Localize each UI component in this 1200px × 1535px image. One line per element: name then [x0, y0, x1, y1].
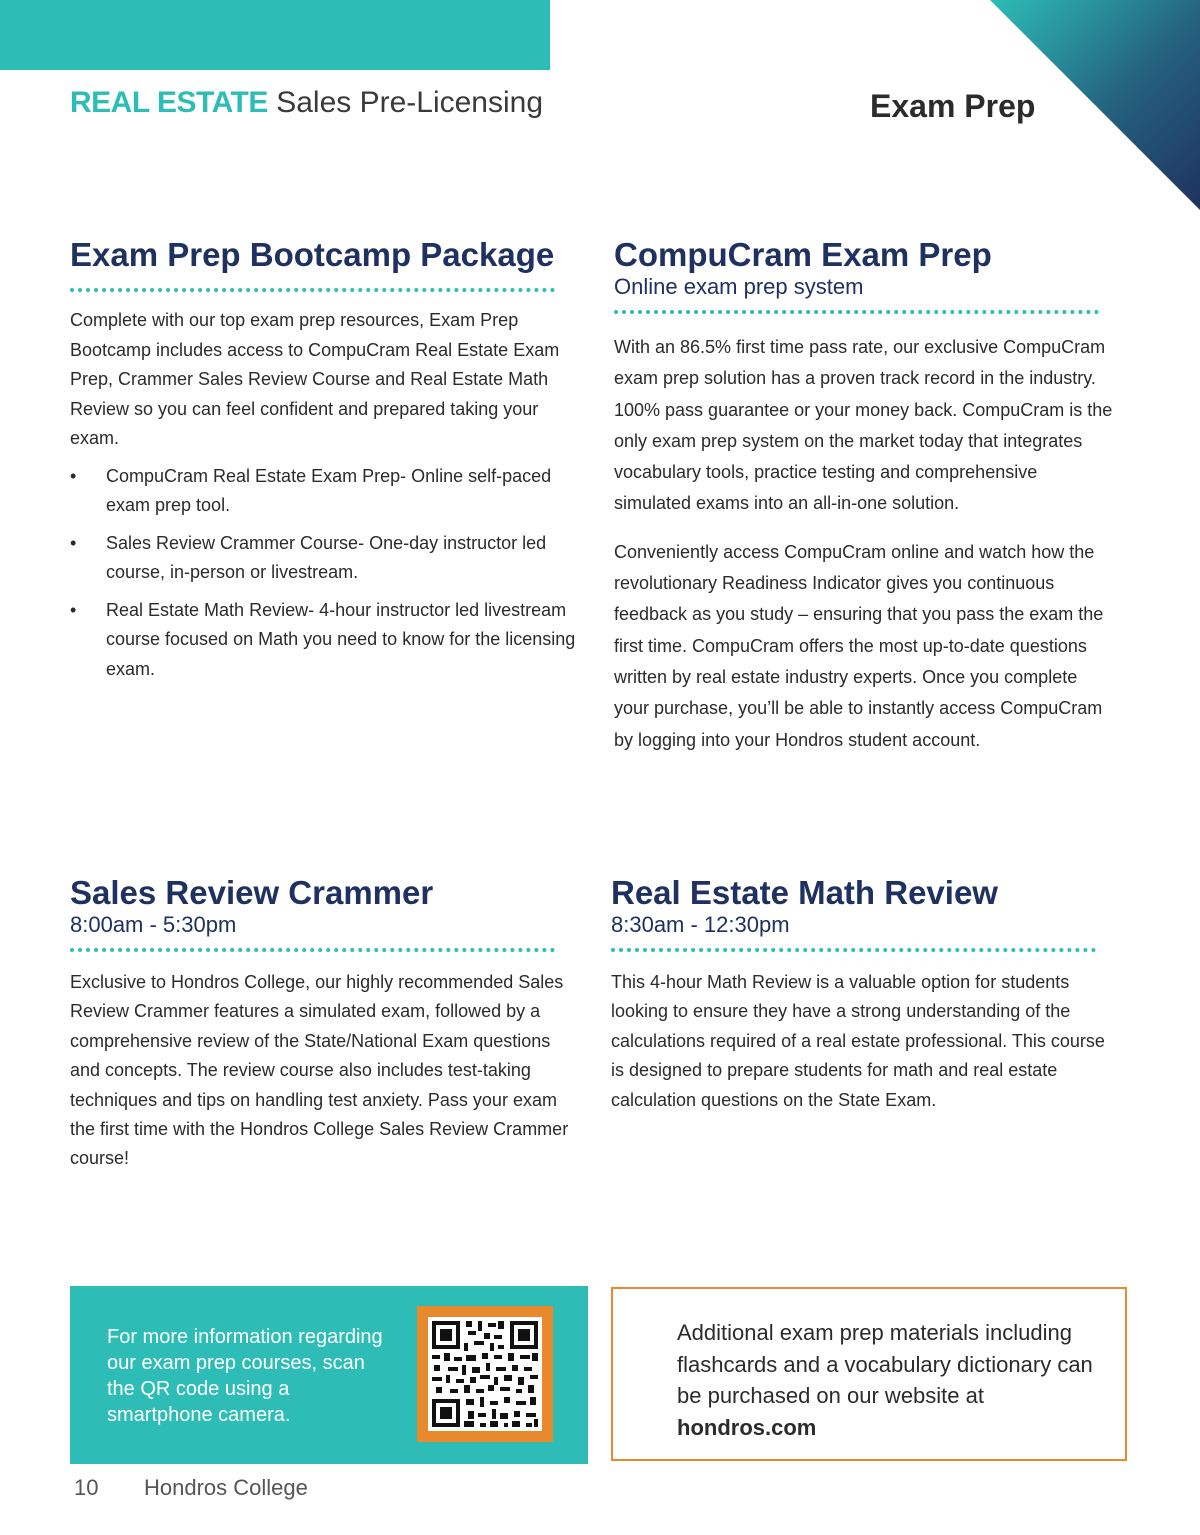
- bootcamp-section: [70, 236, 585, 692]
- compucram-paragraph-1: With an 86.5% first time pass rate, our exclusive CompuCram exam prep solution has a proven track record in the industry. 100% pass guarantee or your money back. CompuCram is the only exam prep system on the market today that integrates vocabulary tools, practice testing and comprehensive simulated exams into an all-in-one solution.: [614, 337, 1113, 514]
- dotted-divider: [70, 288, 555, 292]
- dotted-divider: [70, 948, 555, 952]
- materials-description: Additional exam prep materials including flashcards and a vocabulary dictionary can be purchased on our website at: [677, 1320, 1093, 1408]
- compucram-paragraph-2: Conveniently access CompuCram online and watch how the revolutionary Readiness Indicator gives you continuous feedback as you study – ensuring that you pass the exam the first time. CompuCram offers the most up-to-date questions written by real estate industry experts. Once you complete your purchase, you’ll be able to instantly access CompuCram by logging into your Hondros student account.: [614, 541, 1104, 750]
- compucram-subtitle: Online exam prep system: [614, 274, 864, 299]
- compucram-section: [614, 236, 1114, 756]
- bullet-text: Sales Review Crammer Course- One-day instructor led course, in-person or livestream.: [106, 532, 547, 582]
- info-box: [70, 1286, 588, 1464]
- header-title-rest: Sales Pre-Licensing: [276, 86, 544, 119]
- header-title-strong: REAL ESTATE: [70, 86, 268, 119]
- crammer-title: Sales Review Crammer: [70, 874, 434, 911]
- bootcamp-body: [70, 306, 585, 684]
- math-body: [611, 968, 1111, 1115]
- math-paragraph: This 4-hour Math Review is a valuable option for students looking to ensure they have a strong understanding of the calculations required of a real estate professional. This course is designed to prepare students for math and real estate calculation questions on the State Exam.: [611, 972, 1105, 1110]
- info-text: For more information regarding our exam prep courses, scan the QR code using a smartphone camera.: [107, 1326, 383, 1426]
- list-item: [70, 529, 585, 588]
- qr-code-frame[interactable]: [417, 1306, 553, 1442]
- math-title: Real Estate Math Review: [611, 874, 998, 911]
- footer-publisher: Hondros College: [144, 1475, 308, 1500]
- materials-text: [677, 1317, 1097, 1443]
- dotted-divider: [611, 948, 1096, 952]
- dotted-divider: [614, 310, 1099, 314]
- page-footer: [74, 1475, 308, 1501]
- crammer-paragraph: Exclusive to Hondros College, our highly recommended Sales Review Crammer features a simulated exam, followed by a comprehensive review of the State/National Exam questions and concepts. The review course also includes test-taking techniques and tips on handling test anxiety. Pass your exam the first time with the Hondros College Sales Review Crammer course!: [70, 972, 569, 1169]
- compucram-title: CompuCram Exam Prep: [614, 236, 992, 273]
- website-link[interactable]: hondros.com: [677, 1414, 817, 1440]
- materials-box: [611, 1287, 1127, 1461]
- bootcamp-intro: Complete with our top exam prep resources, Exam Prep Bootcamp includes access to CompuCram Real Estate Exam Prep, Crammer Sales Review Course and Real Estate Math Review so you can feel confident and prepared taking your exam.: [70, 310, 560, 448]
- crammer-section: [70, 874, 570, 1174]
- bullet-text: CompuCram Real Estate Exam Prep- Online self-paced exam prep tool.: [106, 465, 552, 515]
- math-time: 8:30am - 12:30pm: [611, 912, 790, 937]
- bullet-text: Real Estate Math Review- 4-hour instructor led livestream course focused on Math you need to know for the licensing exam.: [106, 599, 576, 679]
- bullet-icon: •: [70, 465, 77, 486]
- math-section: [611, 874, 1111, 1115]
- list-item: [70, 596, 585, 685]
- section-title: Exam Prep: [870, 88, 1036, 124]
- compucram-body: [614, 332, 1114, 756]
- bootcamp-title: Exam Prep Bootcamp Package: [70, 236, 555, 273]
- crammer-body: [70, 968, 570, 1174]
- crammer-time: 8:00am - 5:30pm: [70, 912, 237, 937]
- header-title: [70, 86, 543, 120]
- bullet-icon: •: [70, 532, 77, 553]
- bullet-icon: •: [70, 599, 77, 620]
- bootcamp-bullet-list: [70, 462, 585, 685]
- top-teal-bar: [0, 0, 550, 70]
- list-item: [70, 462, 585, 521]
- page-number: 10: [74, 1475, 99, 1500]
- qr-code-icon[interactable]: [428, 1317, 542, 1431]
